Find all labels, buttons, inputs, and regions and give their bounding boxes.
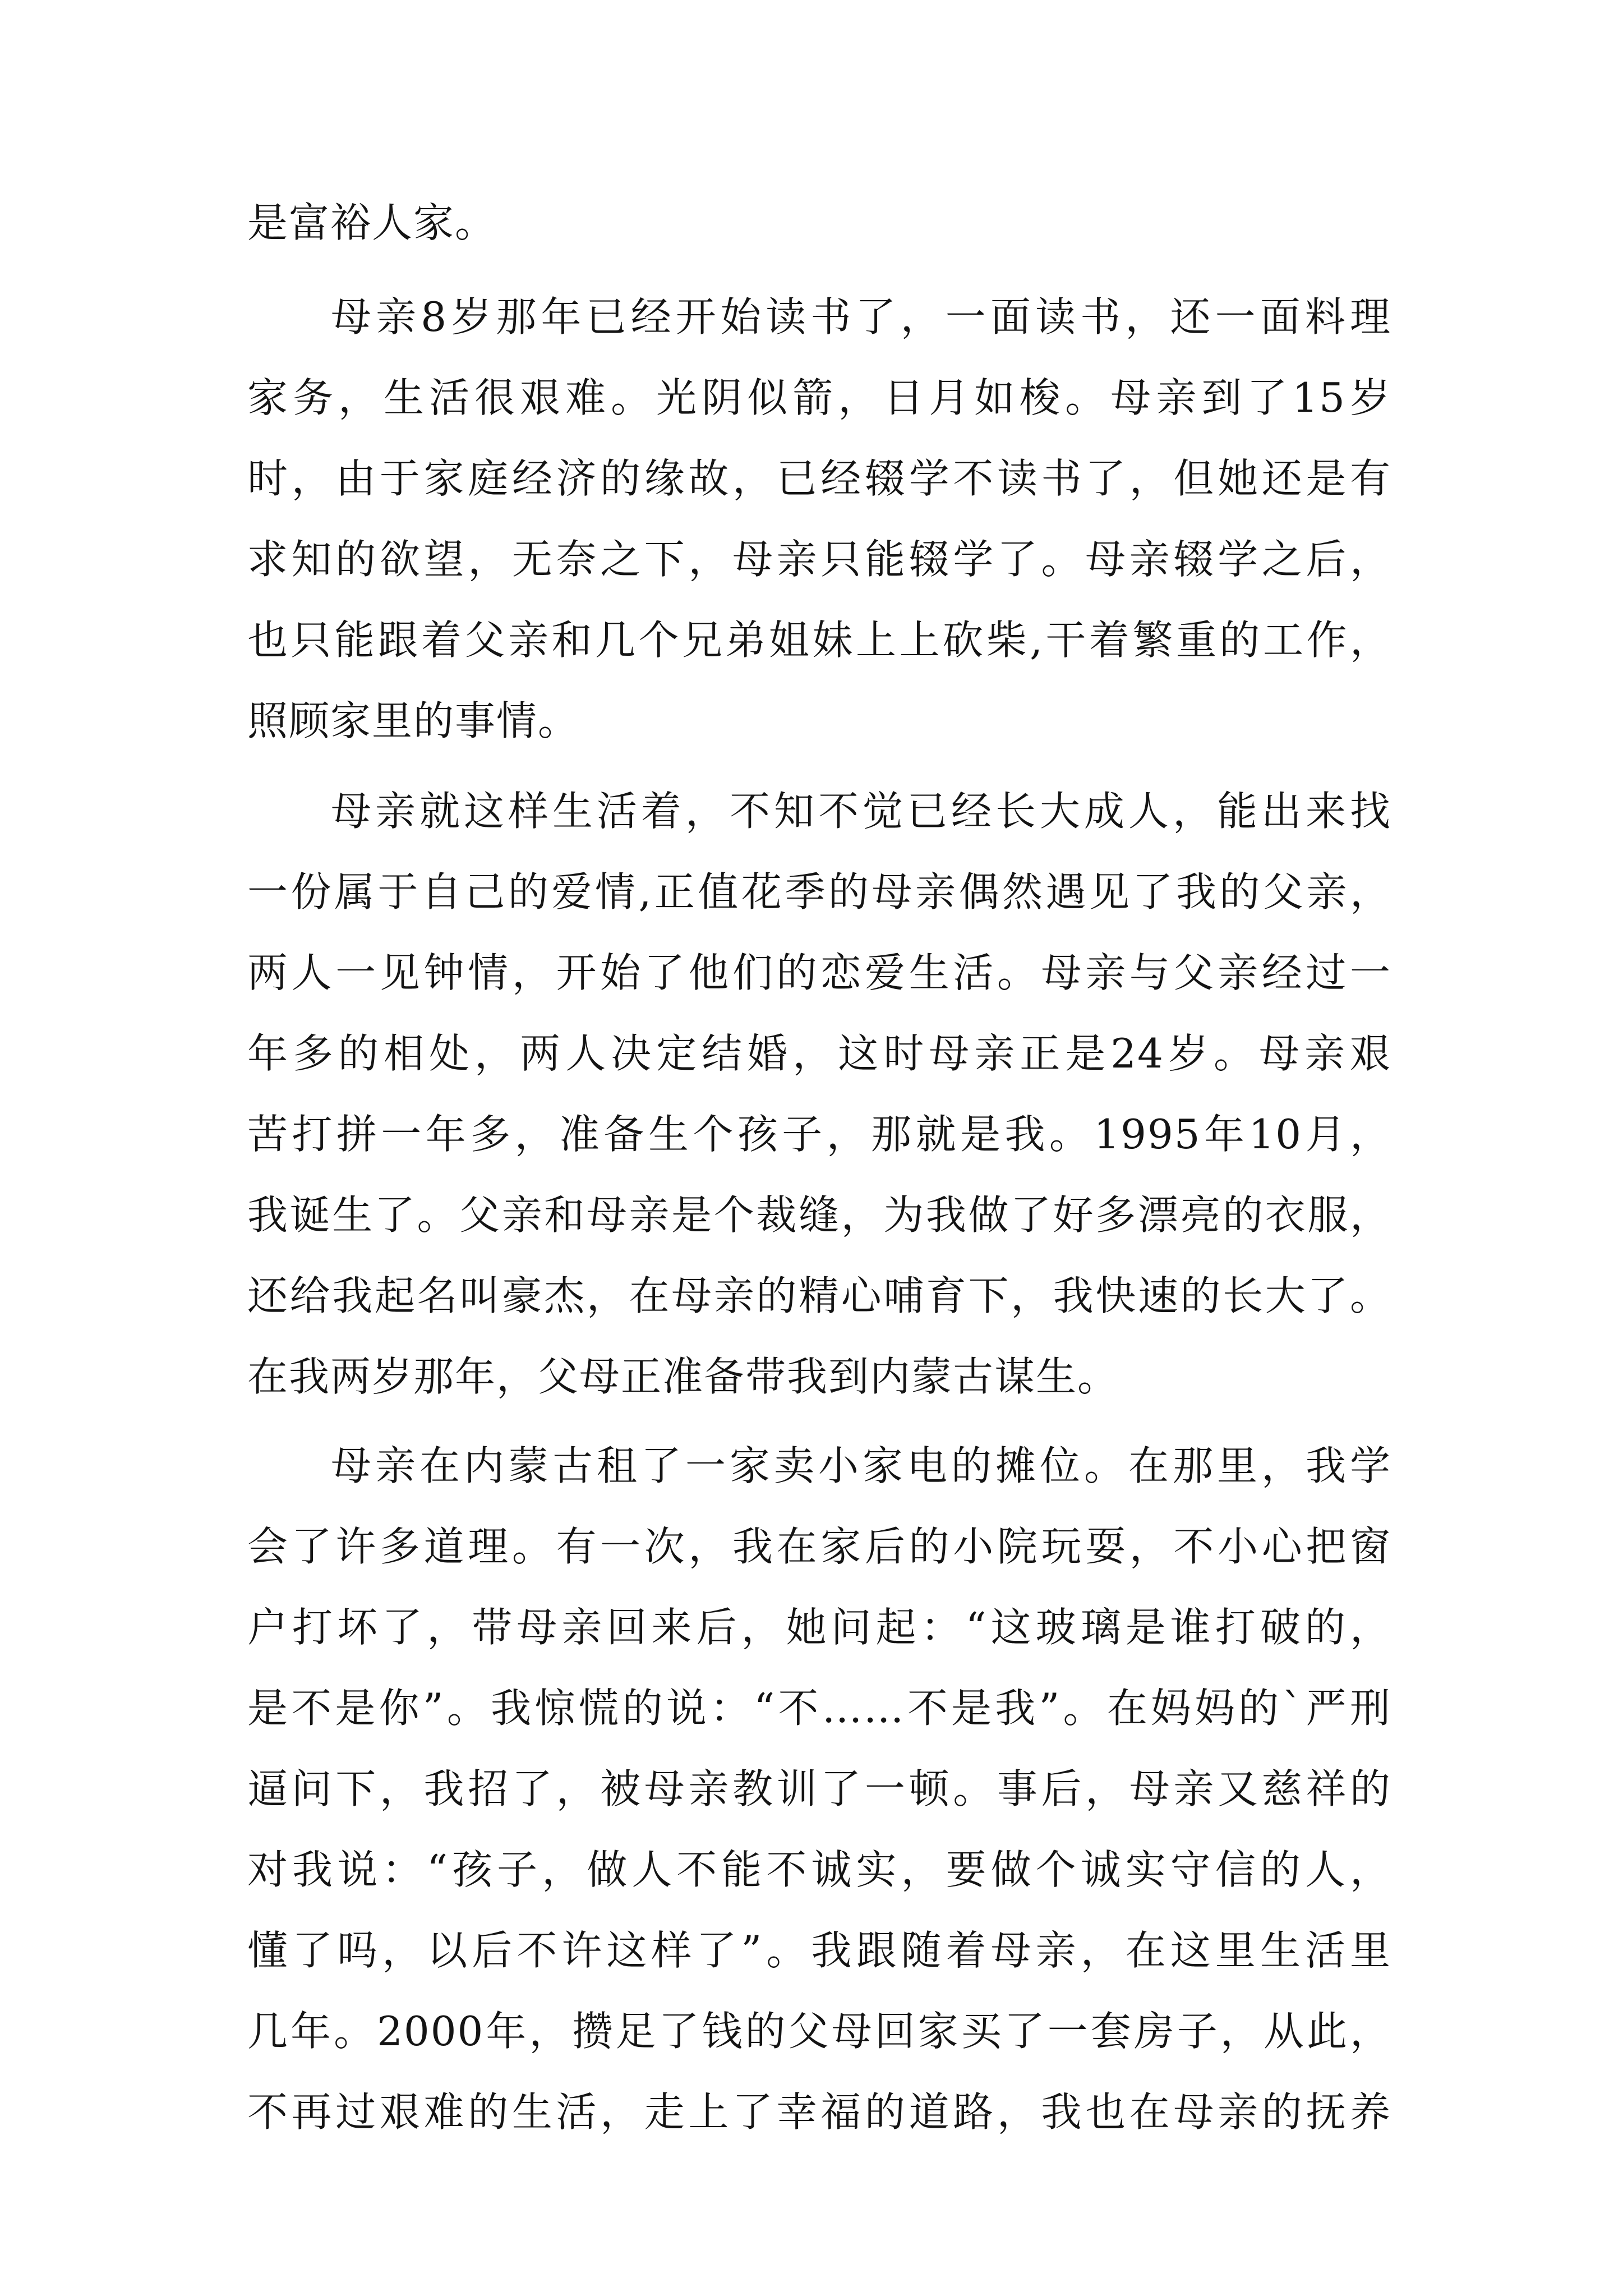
text-line: 一份属于自己的爱情,正值花季的母亲偶然遇见了我的父亲， [247, 868, 1391, 915]
text-line: 母亲在内蒙古租了一家卖小家电的摊位。在那里，我学 [331, 1442, 1391, 1489]
text-line: 时，由于家庭经济的缘故，已经辍学不读书了，但她还是有 [247, 455, 1391, 502]
text-line: 两人一见钟情，开始了他们的恋爱生活。母亲与父亲经过一 [247, 949, 1391, 996]
text-line: 求知的欲望，无奈之下，母亲只能辍学了。母亲辍学之后， [247, 536, 1391, 583]
text-line: 照顾家里的事情。 [247, 697, 580, 744]
text-line: 在我两岁那年，父母正准备带我到内蒙古谋生。 [247, 1353, 1119, 1400]
text-line: 懂了吗，以后不许这样了”。我跟随着母亲，在这里生活里 [247, 1927, 1391, 1974]
text-line: 还给我起名叫豪杰，在母亲的精心哺育下，我快速的长大了。 [247, 1272, 1391, 1319]
text-line: 我诞生了。父亲和母亲是个裁缝，为我做了好多漂亮的衣服， [247, 1191, 1391, 1239]
text-line: 会了许多道理。有一次，我在家后的小院玩耍，不小心把窗 [247, 1523, 1391, 1570]
text-line: 母亲8岁那年已经开始读书了，一面读书，还一面料理 [331, 293, 1391, 341]
text-line: 是不是你”。我惊慌的说：“不……不是我”。在妈妈的`严刑 [247, 1685, 1391, 1732]
text-line: 逼问下，我招了，被母亲教训了一顿。事后，母亲又慈祥的 [247, 1765, 1391, 1812]
text-line: 是富裕人家。 [247, 199, 497, 246]
text-line: 也只能跟着父亲和几个兄弟姐妹上上砍柴,干着繁重的工作， [247, 616, 1391, 664]
text-line: 不再过艰难的生活，走上了幸福的道路，我也在母亲的抚养 [247, 2088, 1391, 2136]
text-line: 苦打拼一年多，准备生个孩子，那就是我。1995年10月， [247, 1111, 1391, 1158]
text-line: 几年。2000年，攒足了钱的父母回家买了一套房子，从此， [247, 2008, 1391, 2055]
text-line: 年多的相处，两人决定结婚，这时母亲正是24岁。母亲艰 [247, 1030, 1391, 1077]
text-line: 对我说：“孩子，做人不能不诚实，要做个诚实守信的人， [247, 1846, 1391, 1893]
text-line: 户打坏了，带母亲回来后，她问起：“这玻璃是谁打破的， [247, 1604, 1391, 1651]
text-line: 母亲就这样生活着，不知不觉已经长大成人，能出来找 [331, 788, 1391, 835]
text-line: 家务，生活很艰难。光阴似箭，日月如梭。母亲到了15岁 [247, 374, 1391, 421]
